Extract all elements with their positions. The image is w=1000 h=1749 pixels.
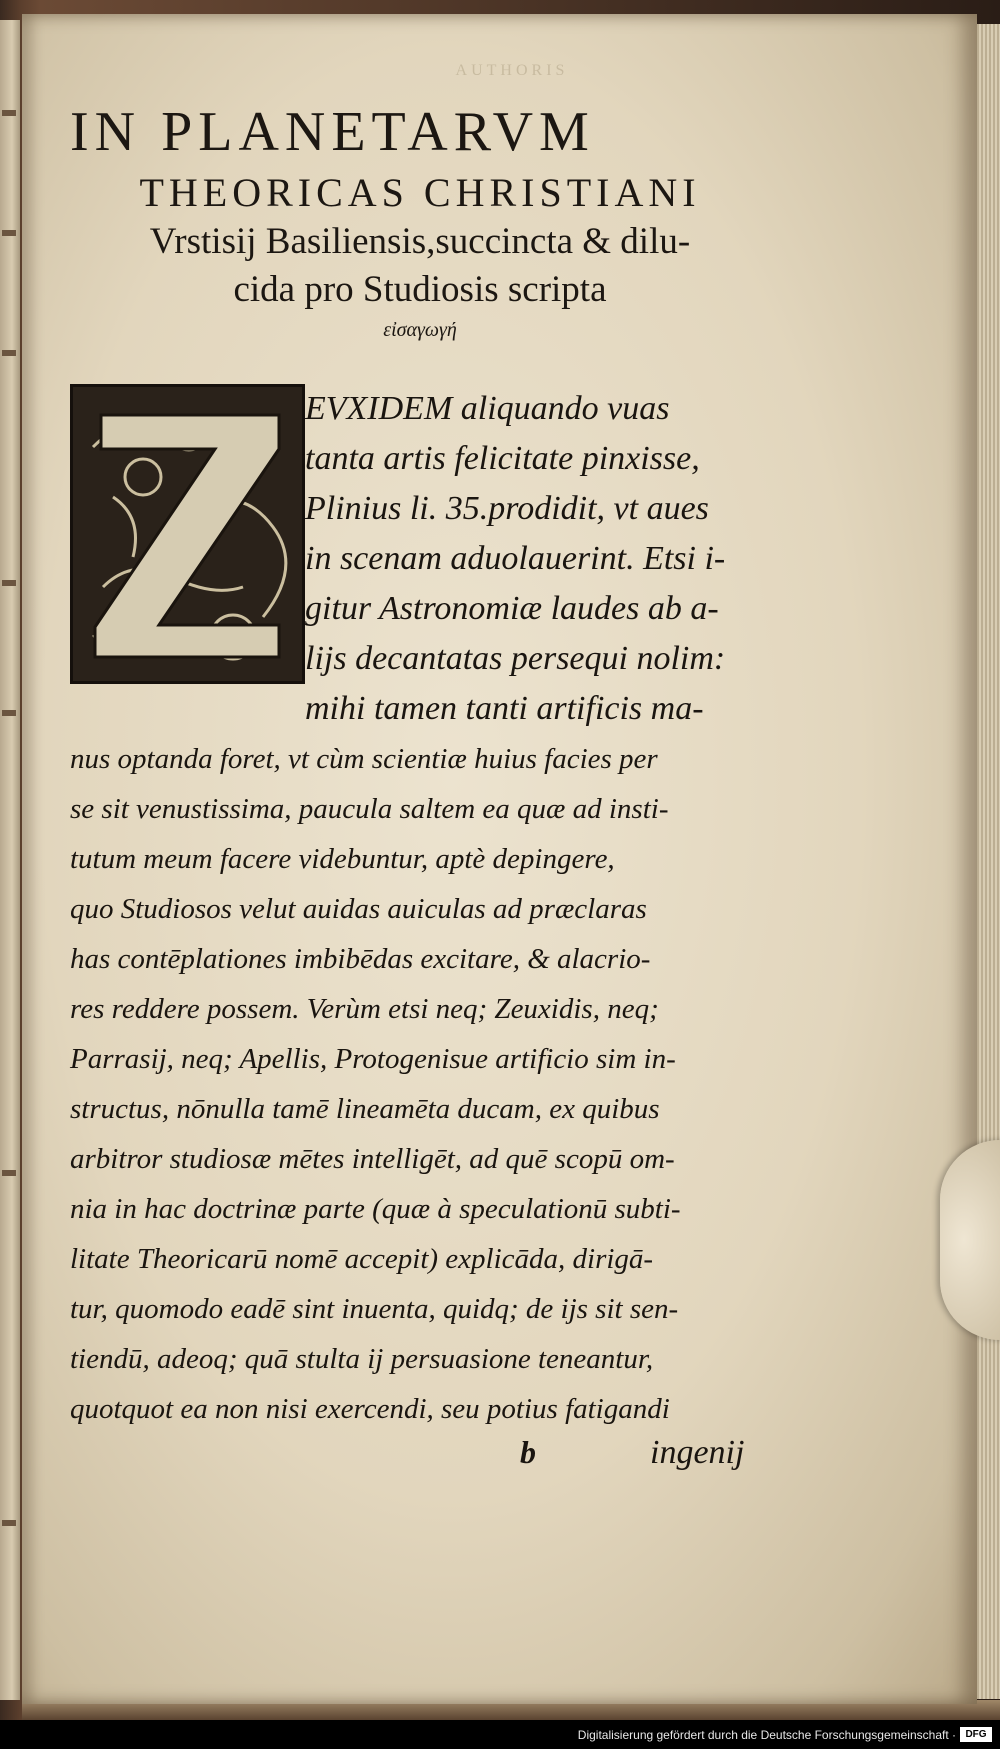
page-clip — [940, 1140, 1000, 1340]
body-line: tanta artis felicitate pinxisse, — [305, 440, 700, 477]
body-line: tur, quomodo eadē sint inuenta, quidq; de ijs sit sen- — [70, 1293, 679, 1325]
title-line-1: IN PLANETARVM — [70, 101, 595, 163]
body-line: res reddere possem. Verùm etsi neq; Zeuxidis, neq; — [70, 993, 659, 1025]
body-line: lijs decantatas persequi nolim: — [305, 640, 726, 677]
book-page — [22, 14, 977, 1704]
footer-bar — [0, 1722, 1000, 1749]
title-line-5: εἰσαγωγή — [383, 319, 457, 341]
body-line: gitur Astronomiæ laudes ab a- — [305, 590, 719, 627]
body-line: arbitror studiosæ mētes intelligēt, ad quē scopū om- — [70, 1143, 675, 1175]
body-line: Plinius li. 35.prodidit, vt aues — [305, 490, 709, 527]
body-line: tiendū, adeoq; quā stulta ij persuasione teneantur, — [70, 1343, 654, 1375]
body-line: in scenam aduolauerint. Etsi i- — [305, 540, 726, 577]
dfg-logo: DFG — [960, 1727, 992, 1742]
body-line: quo Studiosos velut auidas auiculas ad præclaras — [70, 893, 647, 925]
body-line: nus optanda foret, vt cùm scientiæ huius facies per — [70, 743, 658, 775]
woodcut-initial-icon — [73, 387, 302, 681]
running-head: AUTHORIS — [455, 62, 569, 79]
catchword: ingenij — [650, 1434, 745, 1471]
drop-cap-letter: Z — [73, 387, 74, 388]
title-line-4: cida pro Studiosis scripta — [233, 269, 607, 310]
page-title — [70, 102, 770, 346]
body-line: has contēplationes imbibēdas excitare, & alacrio- — [70, 943, 651, 975]
page-fore-edge — [975, 24, 1000, 1699]
body-line: structus, nōnulla tamē lineamēta ducam, ex quibus — [70, 1093, 660, 1125]
previous-leaf-edge — [0, 20, 20, 1700]
title-line-3: Vrstisij Basiliensis,succincta & dilu- — [149, 221, 691, 262]
decorated-initial-z — [70, 384, 305, 684]
body-line: quotquot ea non nisi exercendi, seu potius fatigandi — [70, 1393, 670, 1425]
body-line: nia in hac doctrinæ parte (quæ à speculationū subti- — [70, 1193, 681, 1225]
title-line-2: THEORICAS CHRISTIANI — [139, 170, 701, 215]
body-line: Parrasij, neq; Apellis, Protogenisue artificio sim in- — [70, 1043, 676, 1075]
footer-credit: Digitalisierung gefördert durch die Deutsche Forschungsgemeinschaft · — [577, 1728, 956, 1742]
body-line: EVXIDEM aliquando vuas — [305, 390, 670, 427]
body-line: litate Theoricarū nomē accepit) explicāda, dirigā- — [70, 1243, 654, 1275]
signature-mark: b — [520, 1434, 536, 1470]
body-line: tutum meum facere videbuntur, aptè depingere, — [70, 843, 615, 875]
body-line: mihi tamen tanti artificis ma- — [305, 690, 704, 727]
body-line: se sit venustissima, paucula saltem ea quæ ad insti- — [70, 793, 669, 825]
